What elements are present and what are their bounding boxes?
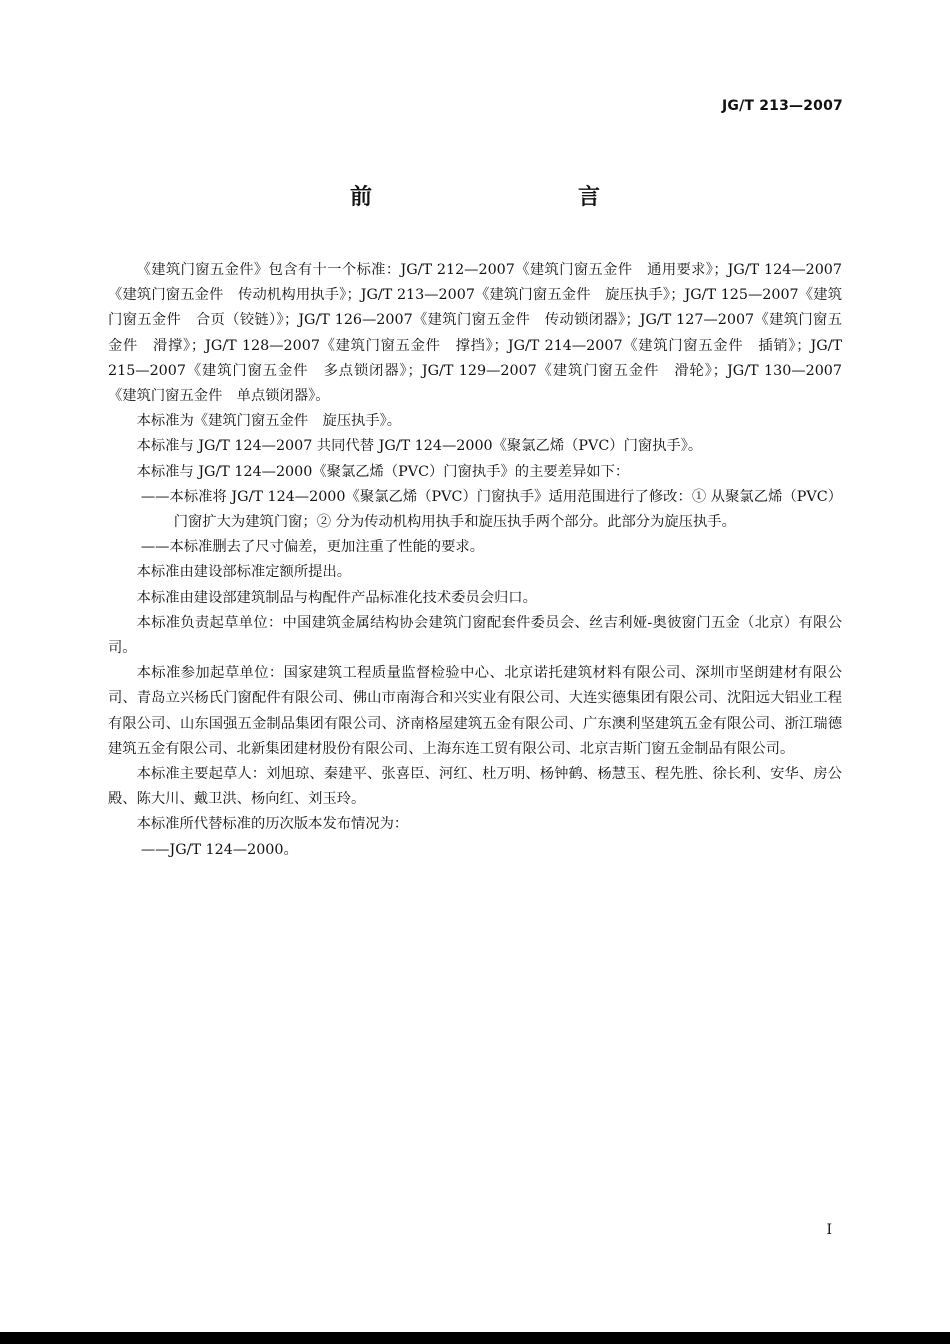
paragraph-main-drafters: 本标准主要起草人：刘旭琼、秦建平、张喜臣、河红、杜万明、杨钟鹤、杨慧玉、程先胜、徐长利、安华、房公殿、陈大川、戴卫洪、杨向红、刘玉玲。 (108, 766, 842, 808)
difference-item-tolerance: ——本标准删去了尺寸偏差，更加注重了性能的要求。 (140, 539, 484, 556)
paragraph-differences-intro: 本标准与 JG/T 124—2000《聚氯乙烯（PVC）门窗执手》的主要差异如下： (136, 463, 630, 480)
paragraph-drafting-lead: 本标准负责起草单位：中国建筑金属结构协会建筑门窗配套件委员会、丝吉利娅-奥彼窗门五金（北京）有限公司。 (108, 614, 842, 657)
paragraph-replaces: 本标准与 JG/T 124—2007 共同代替 JG/T 124—2000《聚氯乙烯（PVC）门窗执手》。 (136, 438, 703, 455)
paragraph-proposed-by: 本标准由建设部标准定额所提出。 (136, 564, 352, 581)
paragraph-standards-list: 《建筑门窗五金件》包含有十一个标准：JG/T 212—2007《建筑门窗五金件 通用要求》；JG/T 124—2007《建筑门窗五金件 传动机构用执手》；JG/T 213—2007《建筑门窗五金件 旋压执手》；JG/T 125—2007《建筑门窗五金件 合页（铰链）》；JG/T 126—2007《建筑门窗五金件 传动锁闭器》；JG/T 127—2007《建筑门窗五金件 滑撑》；JG/T 128—2007《建筑门窗五金件 撑挡》；JG/T 214—2007《建筑门窗五金件 插销》；JG/T 215—2007《建筑门窗五金件 多点锁闭器》；JG/T 129—2007《建筑门窗五金件 滑轮》；JG/T 130—2007《建筑门窗五金件 单点锁闭器》。 (108, 262, 842, 405)
paragraph-this-standard: 本标准为《建筑门窗五金件 旋压执手》。 (136, 413, 402, 430)
standard-code-header: JG/T 213—2007 (721, 98, 843, 114)
paragraph-participating-units: 本标准参加起草单位：国家建筑工程质量监督检验中心、北京诺托建筑材料有限公司、深圳市坚朗建材有限公司、青岛立兴杨氏门窗配件有限公司、佛山市南海合和兴实业有限公司、大连实德集团有限公司、沈阳远大铝业工程有限公司、山东国强五金制品集团有限公司、济南格屋建筑五金有限公司、广东澳利坚建筑五金有限公司、浙江瑞德建筑五金有限公司、北新集团建材股份有限公司、上海东连工贸有限公司、北京吉斯门窗五金制品有限公司。 (108, 665, 842, 757)
bottom-rule (0, 1332, 950, 1344)
page-number: I (826, 1222, 832, 1238)
page-title: 前 言 (349, 185, 654, 210)
history-item: ——JG/T 124—2000。 (140, 841, 298, 858)
paragraph-history-intro: 本标准所代替标准的历次版本发布情况为： (136, 816, 409, 833)
foreword-body (108, 258, 842, 863)
paragraph-administered-by: 本标准由建设部建筑制品与构配件产品标准化技术委员会归口。 (136, 589, 537, 606)
difference-item-scope: ——本标准将 JG/T 124—2000《聚氯乙烯（PVC）门窗执手》适用范围进行了修改：① 从聚氯乙烯（PVC）门窗扩大为建筑门窗；② 分为传动机构用执手和旋压执手两个部分。此部分为旋压执手。 (140, 488, 842, 531)
